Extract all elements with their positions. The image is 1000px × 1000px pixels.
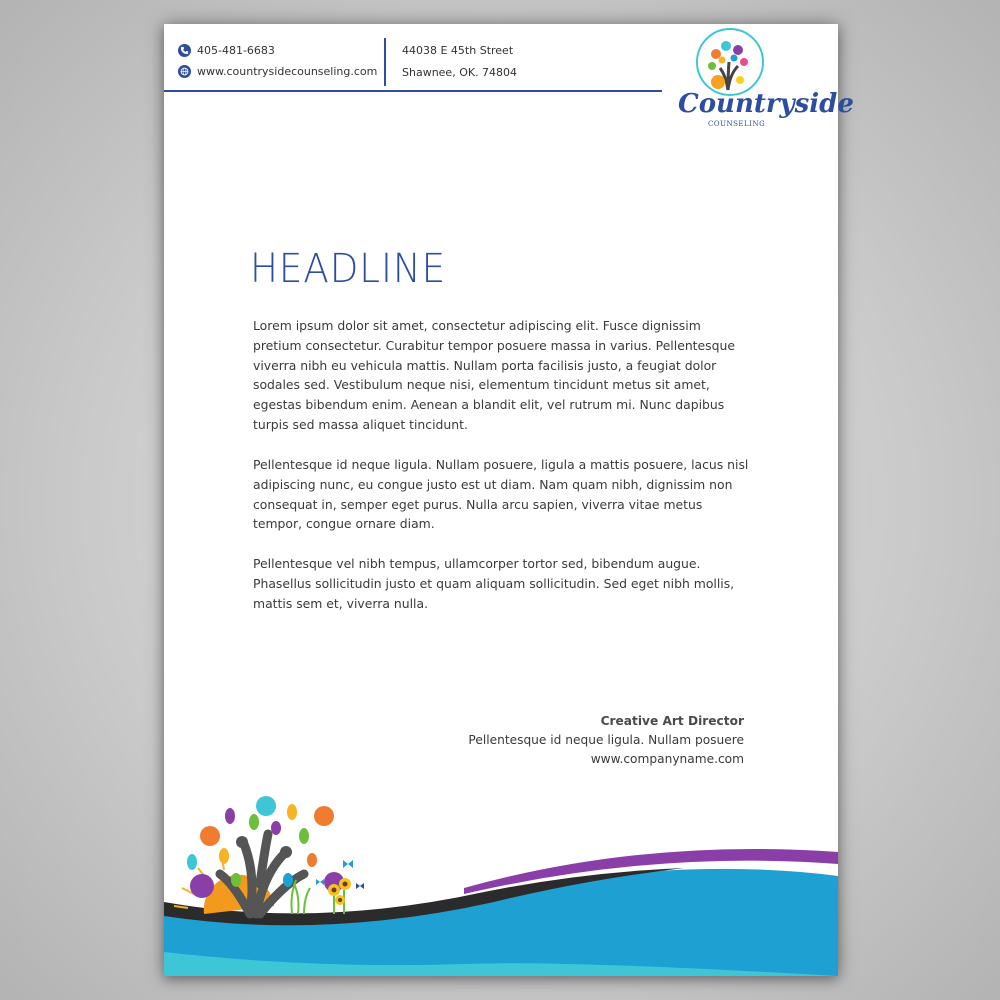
signature-url[interactable]: www.companyname.com [590,752,744,766]
footer-graphic [164,764,838,976]
address-line-1: 44038 E 45th Street [402,44,514,57]
address-line-2: Shawnee, OK. 74804 [402,66,518,79]
letterhead-page [164,24,854,976]
phone-row [178,44,275,57]
header-divider [384,38,386,86]
body-paragraph-3: Pellentesque vel nibh tempus, ullamcorper tortor sed, bibendum augue. Phasellus sollicitudin justo et quam aliquam sollicitudin. Sed eget nibh mollis, mattis sem et, viverra nulla. [253,556,735,611]
phone-number: 405-481-6683 [197,44,275,57]
phone-icon [178,44,191,57]
logo-tagline: COUNSELING [708,120,766,128]
headline: HEADLINE [250,246,447,292]
header-rule [164,90,662,92]
logo-wordmark: Countryside [678,89,854,119]
countryside-logo [668,24,854,134]
body-paragraph-1: Lorem ipsum dolor sit amet, consectetur adipiscing elit. Fusce dignissim pretium consectetur. Curabitur tempor posuere massa in varius. Pellentesque viverra nibh eu vehicula mattis. Nullam porta facilisis justo, a feugiat dolor sodales sed. Vestibulum neque nisi, elementum tincidunt metus sit amet, egestas bibendum enim. Aenean a blandit elit, vel rutrum mi. Nunc dapibus turpis sed massa aliquet tincidunt. [253,318,735,432]
signature-line: Pellentesque id neque ligula. Nullam posuere [468,733,744,747]
signature-role: Creative Art Director [600,714,744,728]
website-link[interactable]: www.countrysidecounseling.com [197,65,378,78]
website-row [178,65,377,78]
globe-icon [178,65,191,78]
body-paragraph-2: Pellentesque id neque ligula. Nullam posuere, ligula a mattis posuere, lacus nisl adipiscing nunc, eu congue justo est ut diam. Nam quam nibh, dignissim non consequat in, semper eget purus. Nulla arcu sapien, viverra vitae metus tempor, congue ornare diam. [253,457,749,532]
signature-block [468,712,744,769]
